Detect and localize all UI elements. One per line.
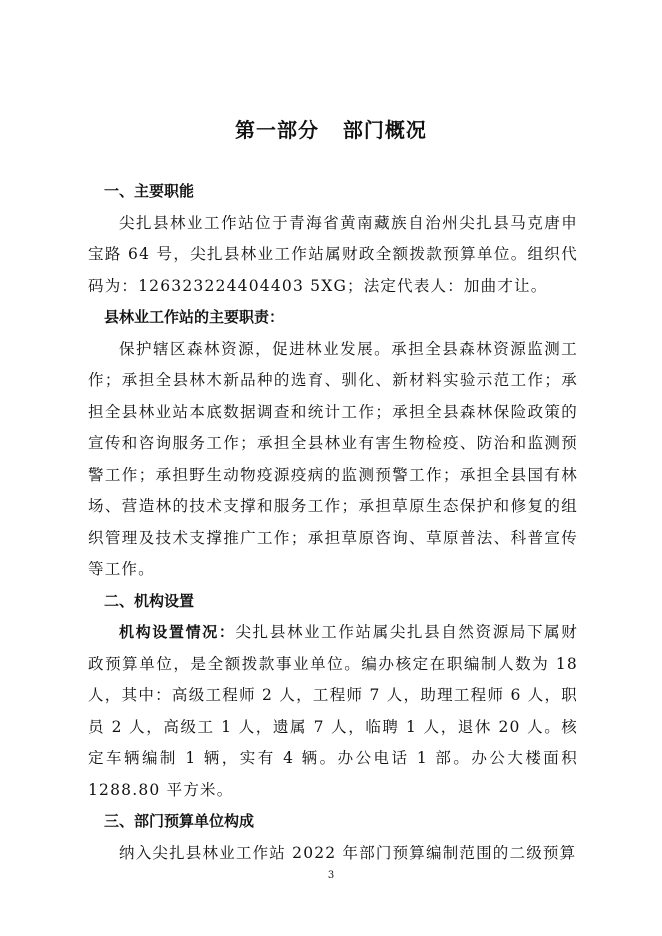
section-heading-institution-setup: 二、机构设置	[104, 591, 195, 610]
paragraph-budget-units: 纳入尖扎县林业工作站 2022 年部门预算编制范围的二级预算	[119, 843, 577, 862]
page-title: 第一部分 部门概况	[235, 118, 427, 142]
institution-setup-label: 机构设置情况：	[119, 623, 236, 641]
institution-setup-text: 尖扎县林业工作站属尖扎县自然资源局下属财政预算单位，是全额拨款事业单位。编办核定在职编制人数为 18 人，其中：高级工程师 2 人，工程师 7 人，助理工程师 6 人，职员 2 人，高级工 1 人，遗属 7 人，临聘 1 人，退休 20 人。核定车辆编制 1 辆，实有 4 辆。办公电话 1 部。办公大楼面积 1288.80 平方米。	[88, 623, 578, 799]
paragraph-institution-setup	[88, 617, 578, 806]
section-heading-budget-units: 三、部门预算单位构成	[104, 812, 255, 830]
page-number: 3	[327, 870, 335, 881]
paragraph-duties: 保护辖区森林资源，促进林业发展。承担全县森林资源监测工作；承担全县林木新品种的选育、驯化、新材料实验示范工作；承担全县林业站本底数据调查和统计工作；承担全县森林保险政策的宣传和咨询服务工作；承担全县林业有害生物检疫、防治和监测预警工作；承担野生动物疫源疫病的监测预警工作；承担全县国有林场、营造林的技术支撑和服务工作；承担草原生态保护和修复的组织管理及技术支撑推广工作；承担草原咨询、草原普法、科普宣传等工作。	[88, 339, 578, 578]
paragraph-organization-info: 尖扎县林业工作站位于青海省黄南藏族自治州尖扎县马克唐申宝路 64 号，尖扎县林业工作站属财政全额拨款预算单位。组织代码为：126323224404403 5XG；法定代表人：加曲才让。	[88, 213, 578, 295]
subheading-main-duties: 县林业工作站的主要职责：	[104, 308, 285, 326]
document-body	[88, 176, 578, 869]
section-heading-main-functions: 一、主要职能	[104, 182, 195, 200]
